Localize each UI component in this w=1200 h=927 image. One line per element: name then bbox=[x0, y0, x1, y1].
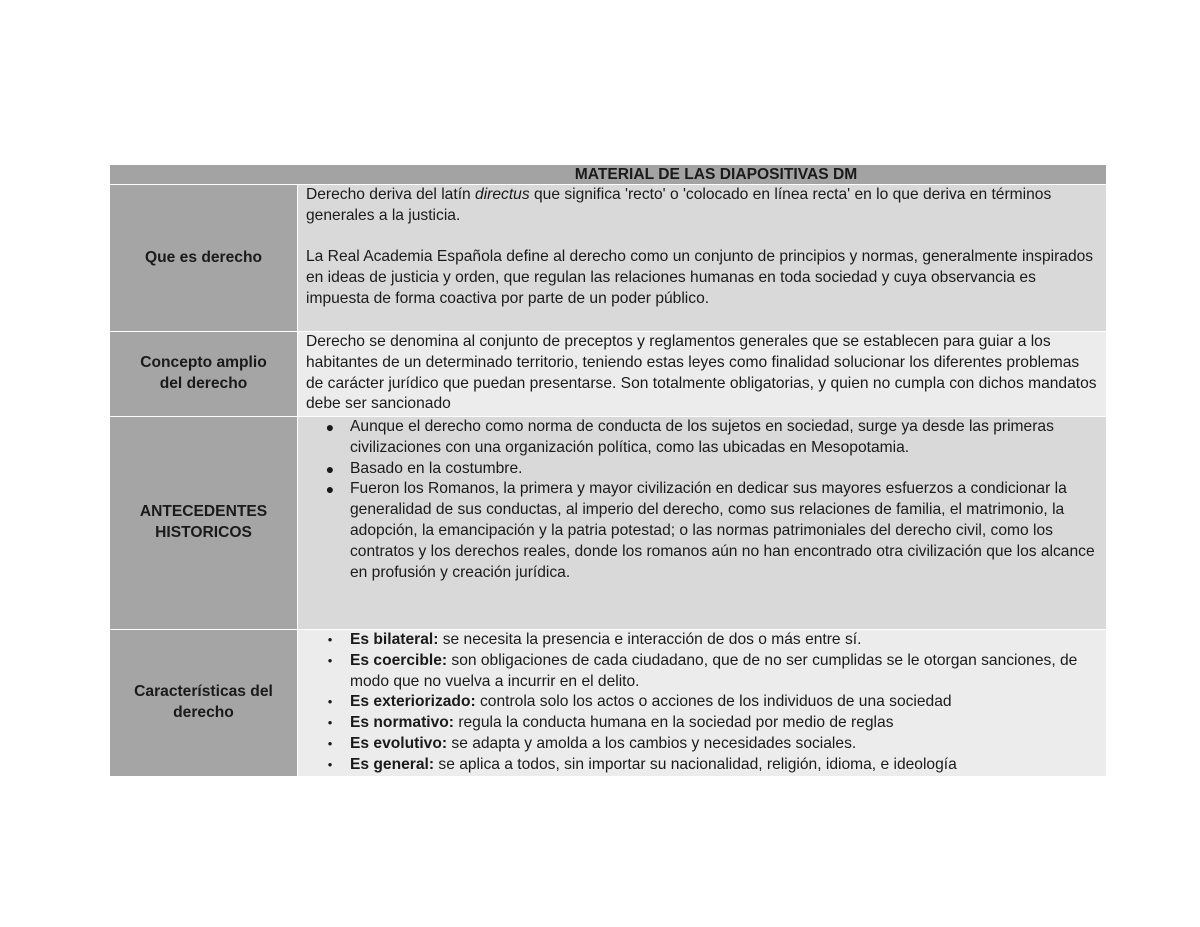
table-row bbox=[110, 630, 1107, 777]
characteristic-text: se necesita la presencia e interacción de dos o más entre sí. bbox=[438, 631, 862, 648]
table-title-cell bbox=[110, 165, 1107, 185]
paragraph: Derecho se denomina al conjunto de preceptos y reglamentos generales que se establecen para guiar a los habitantes de un determinado territorio, teniendo estas leyes como finalidad solucionar los diferentes problemas de carácter jurídico que puedan presentarse. Son totalmente obligatorias, y quien no cumpla con dichos mandatos debe ser sancionado bbox=[306, 333, 1097, 413]
characteristic-text: controla solo los actos o acciones de los individuos de una sociedad bbox=[475, 693, 952, 711]
table-row bbox=[110, 185, 1107, 332]
bullet-list bbox=[306, 630, 1098, 776]
list-item bbox=[327, 713, 1098, 734]
characteristic-term: Es general: bbox=[350, 755, 435, 773]
characteristic-text: son obligaciones de cada ciudadano, que de no ser cumplidas se le otorgan sanciones, de modo que no vuelva a incurrir en el delito. bbox=[350, 651, 1078, 690]
row-label bbox=[110, 185, 298, 332]
row-label-line: HISTORICOS bbox=[155, 524, 252, 541]
paragraph-text: Derecho deriva del latín bbox=[306, 186, 476, 203]
list-item bbox=[325, 459, 1098, 480]
bullet-icon: • bbox=[327, 735, 333, 751]
characteristic-text: se aplica a todos, sin importar su nacionalidad, religión, idioma, e ideología bbox=[434, 755, 957, 773]
characteristic-term: Es normativo: bbox=[350, 714, 454, 732]
title-row bbox=[110, 165, 1107, 185]
row-label-line: ANTECEDENTES bbox=[139, 503, 268, 521]
characteristic-term: Es bilateral: bbox=[350, 631, 439, 648]
list-item-text: Basado en la costumbre. bbox=[350, 459, 523, 477]
bullet-list bbox=[306, 417, 1098, 583]
row-label bbox=[110, 332, 298, 417]
paragraph-text: que significa 'recto' o 'colocado en línea recta' en lo que deriva en términos generales a la justicia. bbox=[306, 186, 1052, 224]
table-row bbox=[110, 417, 1107, 630]
bullet-icon: ● bbox=[325, 419, 335, 435]
list-item-text: Aunque el derecho como norma de conducta de los sujetos en sociedad, surge ya desde las primeras civilizaciones con una organización política, como las ubicadas en Mesopotamia. bbox=[350, 418, 1054, 456]
row-label bbox=[110, 630, 298, 777]
list-item bbox=[327, 755, 1098, 776]
italic-term: directus bbox=[475, 186, 530, 203]
bullet-icon: • bbox=[327, 715, 333, 731]
row-label-line: del derecho bbox=[159, 375, 248, 392]
list-item bbox=[325, 417, 1098, 459]
row-content bbox=[298, 332, 1107, 417]
bullet-icon: • bbox=[327, 694, 333, 710]
list-item bbox=[327, 651, 1098, 693]
row-label-text: Que es derecho bbox=[145, 248, 262, 266]
row-label-line: Concepto amplio bbox=[140, 354, 267, 372]
row-label bbox=[110, 417, 298, 630]
list-item bbox=[325, 479, 1098, 583]
list-item bbox=[327, 692, 1098, 713]
bullet-icon: ● bbox=[325, 481, 335, 498]
row-label-line: Características del bbox=[134, 683, 273, 701]
characteristic-term: Es coercible: bbox=[350, 651, 448, 669]
row-content bbox=[298, 185, 1107, 332]
row-content bbox=[298, 630, 1107, 777]
row-content bbox=[298, 417, 1107, 630]
table-row bbox=[110, 332, 1107, 417]
paragraph bbox=[306, 185, 1098, 227]
paragraph: La Real Academia Española define al derecho como un conjunto de principios y normas, generalmente inspirados en ideas de justicia y orden, que regulan las relaciones humanas en toda sociedad y cuya observancia es impuesta de forma coactiva por parte de un poder público. bbox=[306, 248, 1094, 307]
characteristic-text: regula la conducta humana en la sociedad por medio de reglas bbox=[453, 714, 894, 732]
bullet-icon: • bbox=[327, 632, 333, 647]
table-title: MATERIAL DE LAS DIAPOSITIVAS DM bbox=[574, 166, 858, 183]
bullet-icon: ● bbox=[325, 460, 335, 477]
list-item bbox=[327, 734, 1098, 755]
characteristic-term: Es exteriorizado: bbox=[350, 693, 476, 711]
bullet-icon: • bbox=[327, 652, 333, 668]
list-item bbox=[327, 630, 1098, 651]
bullet-icon: • bbox=[327, 756, 333, 772]
characteristic-text: se adapta y amolda a los cambios y necesidades sociales. bbox=[447, 734, 857, 752]
content-table bbox=[109, 164, 1107, 777]
list-item-text: Fueron los Romanos, la primera y mayor civilización en dedicar sus mayores esfuerzos a condicionar la generalidad de sus conductas, al imperio del derecho, como sus relaciones de familia, el matrimonio, la adopción, la emancipación y la patria potestad; o las normas patrimoniales del derecho civil, como los contratos y los derechos reales, donde los romanos aún no han encontrado otra civilización que los alcance en profusión y creación jurídica. bbox=[350, 480, 1095, 581]
characteristic-term: Es evolutivo: bbox=[350, 734, 448, 752]
row-label-line: derecho bbox=[173, 704, 234, 721]
